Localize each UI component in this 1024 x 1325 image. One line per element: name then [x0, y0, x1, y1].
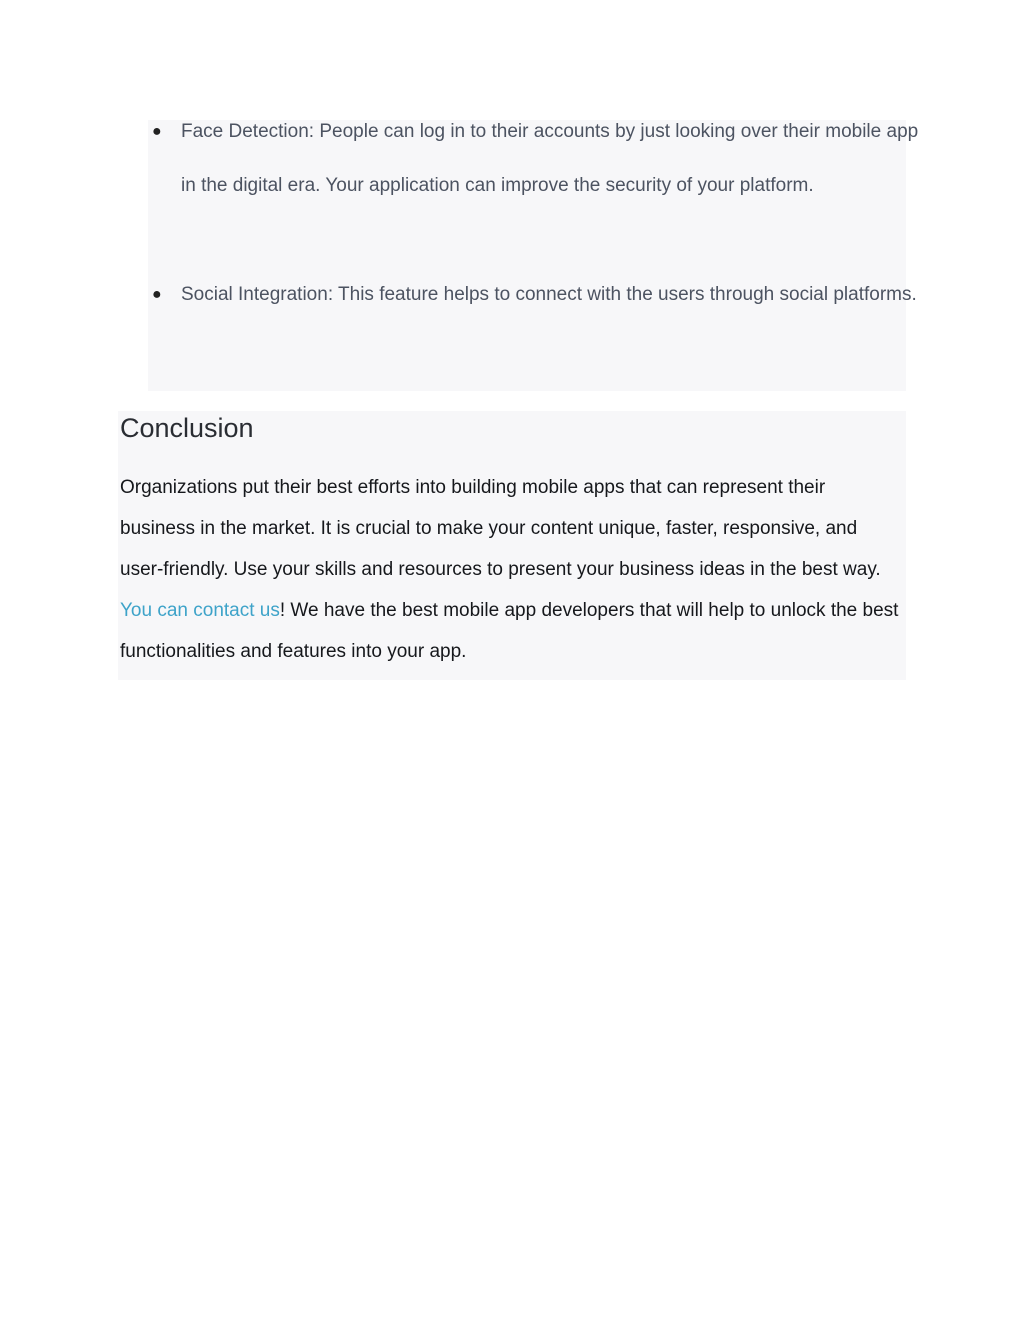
- feature-list: [148, 120, 919, 391]
- bullet-icon: ●: [152, 286, 162, 303]
- contact-us-link[interactable]: You can contact us: [120, 600, 280, 621]
- bullet-icon: ●: [152, 123, 162, 140]
- list-item-text: Social Integration: This feature helps to connect with the users through social platforms.: [181, 284, 917, 305]
- paragraph-text: ! We have the best mobile app developers that will help to unlock the best functionalities and features into your app.: [120, 600, 899, 662]
- conclusion-section: [118, 411, 906, 680]
- conclusion-paragraph: [120, 467, 900, 672]
- list-item: [148, 105, 921, 213]
- list-item: [148, 268, 921, 322]
- list-item-text: Face Detection: People can log in to their accounts by just looking over their mobile app in the digital era. Your application can improve the security of your platform.: [181, 121, 919, 196]
- paragraph-text: Organizations put their best efforts into building mobile apps that can represent their business in the market. It is crucial to make your content unique, faster, responsive, and user-friendly. Use your skills and resources to present your business ideas in the best way.: [120, 477, 881, 580]
- section-heading: Conclusion: [120, 413, 254, 443]
